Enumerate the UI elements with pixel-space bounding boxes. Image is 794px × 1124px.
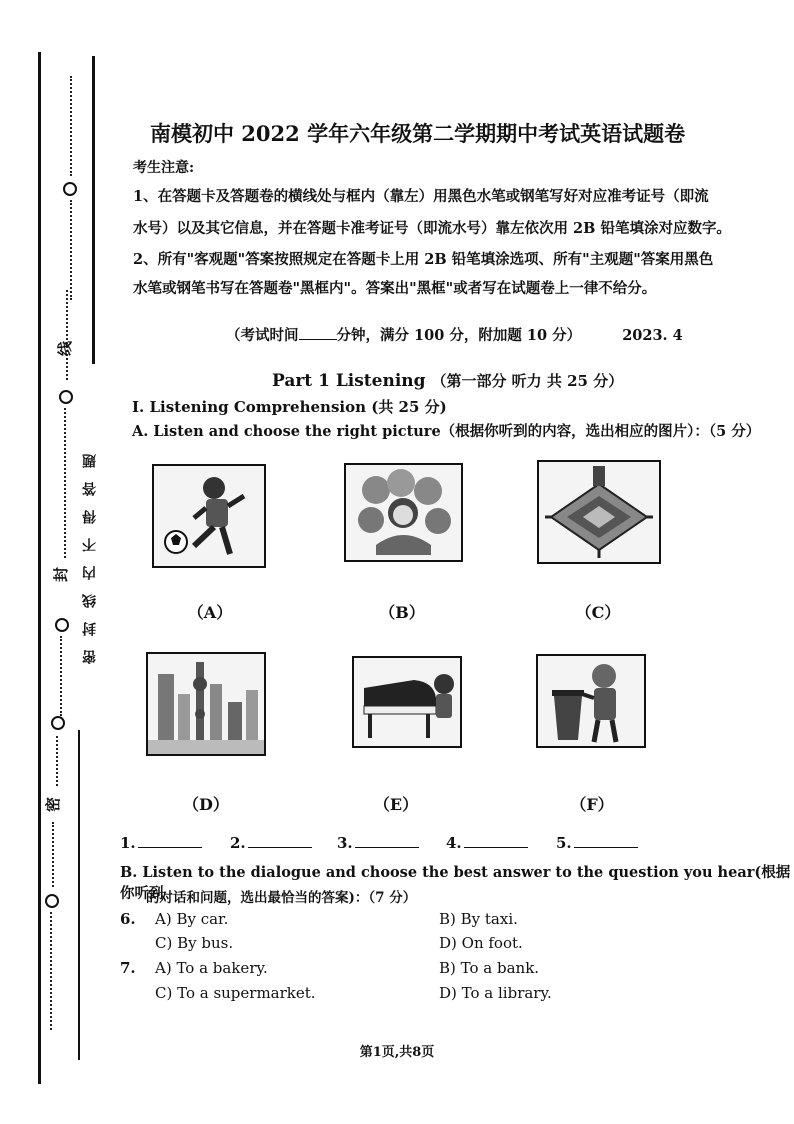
answer-slot-5[interactable]: 5. [556, 834, 638, 852]
picture-c [537, 460, 661, 564]
picture-a-label: （A） [187, 603, 233, 622]
picture-a [152, 464, 266, 568]
flower-girl-icon [346, 465, 461, 560]
exam-title: 南模初中 2022 学年六年级第二学期期中考试英语试题卷 [150, 121, 686, 146]
margin-ring-4 [51, 716, 65, 730]
soccer-player-icon [154, 466, 264, 566]
page-number: 第1页,共8页 [359, 1045, 435, 1060]
margin-dotted-line-2 [70, 200, 72, 300]
picture-d [146, 652, 266, 756]
carpet-icon [539, 462, 659, 562]
picture-f [536, 654, 646, 748]
section-a-heading: A. Listen and choose the right picture（根据你听到的内容，选出相应的图片）：（5 分） [132, 423, 761, 440]
question-7-option-c[interactable]: C) To a supermarket. [155, 984, 316, 1002]
margin-secret-label: 密 [44, 796, 63, 813]
picture-c-label: （C） [575, 603, 621, 622]
answer-slot-2[interactable]: 2. [230, 834, 312, 852]
margin-line-label: 线 [56, 340, 75, 357]
picture-b [344, 463, 463, 562]
notice-item1-line2: 水号）以及其它信息，并在答题卡准考证号（即流水号）靠左依次用 2B 铅笔填涂对应数字。 [133, 220, 731, 237]
exam-info-suffix: 分钟，满分 100 分，附加题 10 分） [336, 327, 582, 344]
question-7-option-b[interactable]: B) To a bank. [439, 959, 540, 977]
exam-time-blank[interactable] [299, 325, 337, 340]
notice-item1-line1: 1、在答题卡及答题卷的横线处与框内（靠左）用黑色水笔或钢笔写好对应准考证号（即流 [133, 188, 709, 205]
margin-rule-outer [38, 52, 41, 1084]
question-6-option-c[interactable]: C) By bus. [155, 934, 234, 952]
notice-item2-line2: 水笔或钢笔书写在答题卷"黑框内"。答案出"黑框"或者写在试题卷上一律不给分。 [133, 280, 657, 297]
picture-d-label: （D） [183, 795, 229, 814]
question-7-option-d[interactable]: D) To a library. [439, 984, 552, 1002]
part1-title-en: Part 1 Listening [272, 371, 426, 391]
exam-info-prefix: （考试时间 [226, 327, 299, 344]
city-towers-icon [148, 654, 264, 754]
exam-date: 2023. 4 [622, 327, 683, 344]
part1-title-cn: （第一部分 听力 共 25 分） [431, 372, 624, 390]
margin-dotted-line-3 [66, 290, 68, 380]
margin-dotted-line-6 [56, 736, 58, 786]
margin-ring-1 [63, 182, 77, 196]
margin-dotted-line-7 [52, 822, 54, 887]
question-6-option-b[interactable]: B) By taxi. [439, 910, 518, 928]
piano-player-icon [354, 658, 460, 746]
question-7-number: 7. [120, 959, 136, 977]
exam-info [226, 324, 683, 345]
notice-item2-line1: 2、所有"客观题"答案按照规定在答题卡上用 2B 铅笔填涂选项、所有"主观题"答案用黑色 [133, 251, 714, 268]
margin-rule-inner-bottom [78, 730, 80, 1060]
answer-slot-1[interactable]: 1. [120, 834, 202, 852]
margin-dotted-line-4 [64, 408, 66, 558]
picture-e [352, 656, 462, 748]
picture-b-label: （B） [379, 603, 425, 622]
question-6-number: 6. [120, 910, 136, 928]
margin-ring-2 [59, 390, 73, 404]
answer-slot-4[interactable]: 4. [446, 834, 528, 852]
man-rubbish-bin-icon [538, 656, 644, 746]
question-7-option-a[interactable]: A) To a bakery. [155, 959, 268, 977]
section-b-heading-line2: 的对话和问题，选出最恰当的答案)：（7 分） [146, 890, 417, 906]
notice-heading: 考生注意: [133, 160, 195, 176]
margin-rule-inner-top [92, 56, 95, 364]
picture-e-label: （E） [373, 795, 419, 814]
margin-ring-3 [55, 618, 69, 632]
question-6-option-a[interactable]: A) By car. [155, 910, 229, 928]
answer-slot-3[interactable]: 3. [337, 834, 419, 852]
section-1-heading: I. Listening Comprehension (共 25 分) [132, 398, 447, 416]
section-b-heading-line1: B. Listen to the dialogue and choose the best answer to the question you hear(根据你听到 [120, 864, 791, 902]
margin-ring-5 [45, 894, 59, 908]
margin-dotted-line-1 [70, 76, 72, 176]
margin-dotted-line-5 [60, 636, 62, 716]
margin-warning-text: 密封线内不得答题 [82, 440, 98, 664]
part1-title [272, 370, 623, 391]
margin-dotted-line-8 [50, 912, 52, 1030]
picture-f-label: （F） [570, 795, 614, 814]
question-6-option-d[interactable]: D) On foot. [439, 934, 523, 952]
margin-seal-label: 封 [52, 566, 71, 583]
